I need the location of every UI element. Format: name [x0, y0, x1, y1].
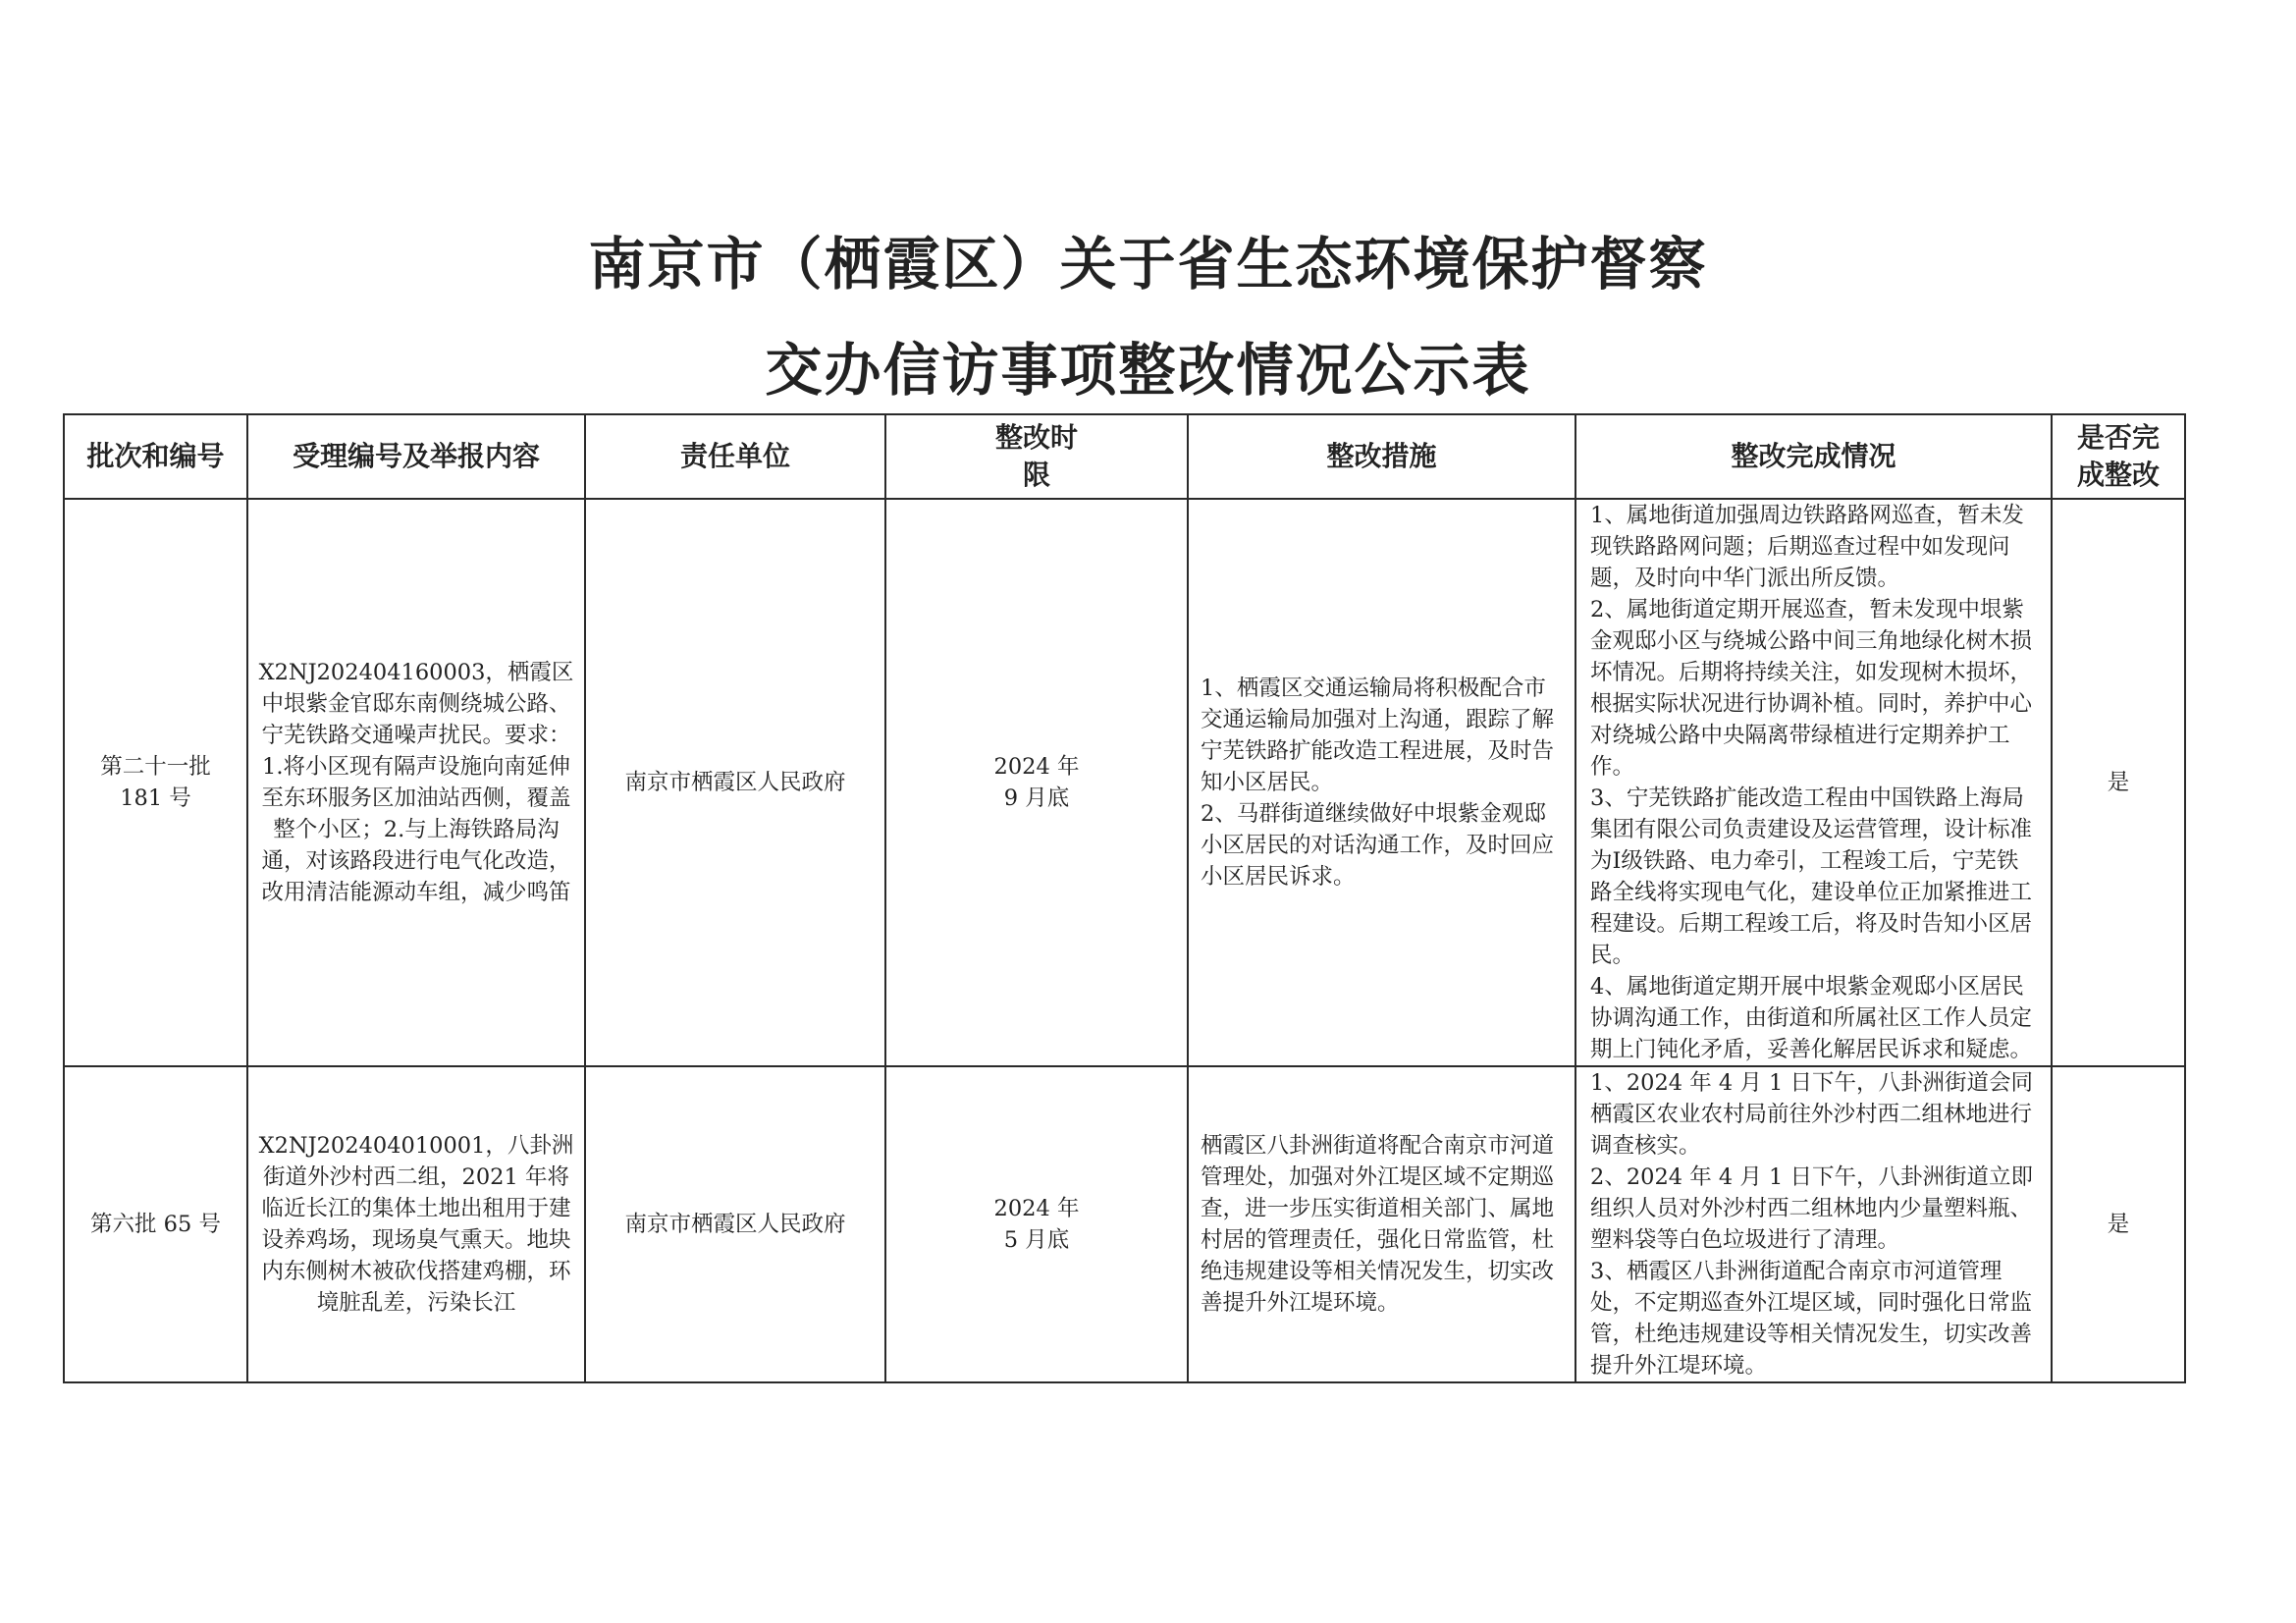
unit-cell: 南京市栖霞区人民政府: [585, 1066, 885, 1382]
result-item: 3、栖霞区八卦洲街道配合南京市河道管理处，不定期巡查外江堤区域，同时强化日常监管，杜绝违规建设等相关情况发生，切实改善提升外江堤环境。: [1590, 1259, 2033, 1379]
table-header-row: [64, 414, 2185, 499]
result-item: 1、2024 年 4 月 1 日下午，八卦洲街道会同栖霞区农业农村局前往外沙村西二组林地进行调查核实。: [1590, 1070, 2033, 1159]
measure-item: 栖霞区八卦洲街道将配合南京市河道管理处，加强对外江堤区域不定期巡查，进一步压实街道相关部门、属地村居的管理责任，强化日常监管，杜绝违规建设等相关情况发生，切实改善提升外江堤环境。: [1201, 1133, 1555, 1316]
batch-line1: 第二十一批: [100, 754, 211, 780]
batch-cell: [64, 499, 247, 1066]
result-item: 2、2024 年 4 月 1 日下午，八卦洲街道立即组织人员对外沙村西二组林地内少量塑料瓶、塑料袋等白色垃圾进行了清理。: [1590, 1164, 2033, 1253]
result-cell: [1575, 499, 2052, 1066]
header-done: [2052, 414, 2185, 499]
header-deadline: [885, 414, 1188, 499]
header-done-line1: 是否完: [2076, 421, 2160, 454]
header-measures: 整改措施: [1188, 414, 1575, 499]
measure-item: 1、栖霞区交通运输局将积极配合市交通运输局加强对上沟通，跟踪了解宁芜铁路扩能改造工程进展，及时告知小区居民。: [1201, 676, 1555, 795]
batch-line2: 181 号: [120, 785, 191, 811]
deadline-cell: [885, 499, 1188, 1066]
deadline-line1: 2024 年: [993, 1196, 1080, 1221]
report-cell: X2NJ202404010001，八卦洲街道外沙村西二组，2021 年将临近长江的集体土地出租用于建设养鸡场，现场臭气熏天。地块内东侧树木被砍伐搭建鸡棚，环境脏乱差，污染长江: [247, 1066, 585, 1382]
result-cell: [1575, 1066, 2052, 1382]
measures-cell: [1188, 499, 1575, 1066]
result-item: 3、宁芜铁路扩能改造工程由中国铁路上海局集团有限公司负责建设及运营管理，设计标准为Ⅰ级铁路、电力牵引，工程竣工后，宁芜铁路全线将实现电气化，建设单位正加紧推进工程建设。后期工程竣工后，将及时告知小区居民。: [1590, 785, 2033, 968]
page-title-line1: 南京市（栖霞区）关于省生态环境保护督察: [588, 231, 1708, 298]
result-item: 4、属地街道定期开展中垠紫金观邸小区居民协调沟通工作，由街道和所属社区工作人员定期上门钝化矛盾，妥善化解居民诉求和疑虑。: [1590, 974, 2033, 1062]
deadline-cell: [885, 1066, 1188, 1382]
result-item: 1、属地街道加强周边铁路路网巡查，暂未发现铁路路网问题；后期巡查过程中如发现问题，及时向中华门派出所反馈。: [1590, 503, 2024, 591]
deadline-line2: 9 月底: [1003, 785, 1070, 811]
result-item: 2、属地街道定期开展巡查，暂未发现中垠紫金观邸小区与绕城公路中间三角地绿化树木损坏情况。后期将持续关注，如发现树木损坏，根据实际状况进行协调补植。同时，养护中心对绕城公路中央隔离带绿植进行定期养护工作。: [1590, 597, 2033, 780]
table-row: [64, 1066, 2185, 1382]
header-unit: 责任单位: [585, 414, 885, 499]
header-result: 整改完成情况: [1575, 414, 2052, 499]
batch-cell: 第六批 65 号: [64, 1066, 247, 1382]
header-deadline-line2: 限: [1022, 459, 1050, 491]
header-done-line2: 成整改: [2076, 459, 2160, 491]
header-report: 受理编号及举报内容: [247, 414, 585, 499]
deadline-line1: 2024 年: [993, 754, 1080, 780]
report-cell: X2NJ202404160003，栖霞区中垠紫金官邸东南侧绕城公路、宁芜铁路交通噪声扰民。要求：1.将小区现有隔声设施向南延伸至东环服务区加油站西侧，覆盖整个小区；2.与上海铁路局沟通，对该路段进行电气化改造，改用清洁能源动车组，减少鸣笛: [247, 499, 585, 1066]
header-batch: 批次和编号: [64, 414, 247, 499]
unit-cell: 南京市栖霞区人民政府: [585, 499, 885, 1066]
done-cell: 是: [2052, 1066, 2185, 1382]
page-title-line2: 交办信访事项整改情况公示表: [765, 337, 1531, 404]
table-row: [64, 499, 2185, 1066]
deadline-line2: 5 月底: [1003, 1227, 1070, 1253]
done-cell: 是: [2052, 499, 2185, 1066]
measures-cell: [1188, 1066, 1575, 1382]
measure-item: 2、马群街道继续做好中垠紫金观邸小区居民的对话沟通工作，及时回应小区居民诉求。: [1201, 801, 1555, 890]
header-deadline-line1: 整改时: [994, 421, 1078, 454]
rectification-table: [63, 413, 2186, 1383]
